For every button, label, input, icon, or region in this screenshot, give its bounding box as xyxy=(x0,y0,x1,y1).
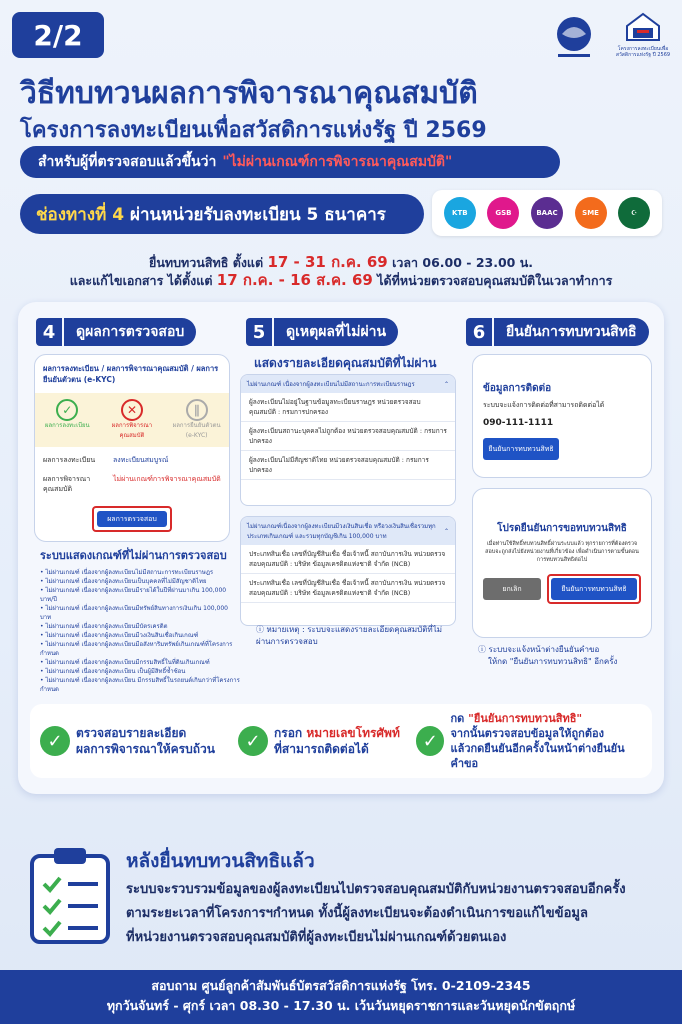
reason-group-2 xyxy=(240,516,456,626)
contact-title: ข้อมูลการติดต่อ xyxy=(483,383,552,394)
target-audience-label: สำหรับผู้ที่ตรวจสอบแล้วขึ้นว่า xyxy=(38,154,217,170)
reason-group-2-title: ไม่ผ่านเกณฑ์เนื่องจากผู้ลงทะเบียนมีวงเงินสินเชื่อ หรือวงเงินสินเชื่อรวมทุกประเภทเกินเกณฑ์ และรวมทุกบัญชีเกิน 100,000 บาท xyxy=(247,523,436,540)
check-icon: ✓ xyxy=(40,726,70,756)
status-eligibility-label: ผลการพิจารณาคุณสมบัติ xyxy=(111,422,153,439)
status-eligibility xyxy=(104,399,159,441)
criteria-list-items xyxy=(40,568,240,694)
cancel-button[interactable]: ยกเลิก xyxy=(483,578,541,600)
confirm-dialog-actions xyxy=(483,574,641,604)
info-icon: ⓘ xyxy=(256,625,264,634)
reason-group-2-header[interactable] xyxy=(241,517,455,545)
pause-icon: ∥ xyxy=(186,399,208,421)
page-subtitle: โครงการลงทะเบียนเพื่อสวัสดิการแห่งรัฐ ปี 2569 xyxy=(20,118,487,143)
step-4-header xyxy=(36,318,196,346)
check-icon: ✓ xyxy=(238,726,268,756)
step-5-note xyxy=(256,624,456,648)
step-4-screen-title: ผลการลงทะเบียน / ผลการพิจารณาคุณสมบัติ / ผลการยืนยันตัวตน (e-KYC) xyxy=(43,364,219,384)
clipboard-icon xyxy=(28,846,112,944)
reason-item: ประเภทสินเชื่อ เลขที่บัญชีสินเชื่อ ชื่อเจ้าหนี้ สถาบันการเงิน หน่วยตรวจสอบคุณสมบัติ : บริษัท ข้อมูลเครดิตแห่งชาติ จำกัด (NCB) xyxy=(241,545,455,574)
reason-group-1 xyxy=(240,374,456,506)
reason-group-1-header[interactable] xyxy=(241,375,455,393)
result-row-2-value: ไม่ผ่านเกณฑ์การพิจารณาคุณสมบัติ xyxy=(113,475,221,483)
step-6-note-line2: ให้กด "ยืนยันการทบทวนสิทธิ" อีกครั้ง xyxy=(488,657,618,666)
date-time-2: ได้ที่หน่วยตรวจสอบคุณสมบัติในเวลาทำการ xyxy=(377,273,613,288)
project-logo-caption: โครงการลงทะเบียนเพื่อสวัสดิการแห่งรัฐ ปี 2569 xyxy=(615,46,671,58)
status-registration xyxy=(40,399,95,441)
target-audience-banner xyxy=(20,146,560,178)
summary-item-3-pre: กด xyxy=(450,712,465,725)
criteria-item: • ไม่ผ่านเกณฑ์ เนื่องจากผู้ลงทะเบียนเป็นบุคคลที่ไม่มีสัญชาติไทย xyxy=(40,578,207,585)
step-4-screen xyxy=(34,354,230,542)
criteria-item: • ไม่ผ่านเกณฑ์ เนื่องจากผู้ลงทะเบียนมีทรัพย์สินทางการเงินเกิน 100,000 บาท xyxy=(40,605,228,621)
cross-icon: ✕ xyxy=(121,399,143,421)
summary-item-2-text xyxy=(274,725,400,757)
confirm-button-highlight xyxy=(547,574,641,604)
chevron-up-icon: ⌃ xyxy=(443,527,449,535)
step-6-note-line1: ระบบจะแจ้งหน้าต่างยืนยันคำขอ xyxy=(488,645,600,654)
check-icon: ✓ xyxy=(416,726,444,756)
criteria-list-title: ระบบแสดงเกณฑ์ที่ไม่ผ่านการตรวจสอบ xyxy=(40,549,227,562)
summary-item-2-line2: ที่สามารถติดต่อได้ xyxy=(274,742,369,756)
channel-text: ผ่านหน่วยรับลงทะเบียน 5 ธนาคาร xyxy=(129,204,386,225)
step-5-header xyxy=(246,318,398,346)
date-time-1: เวลา 06.00 - 23.00 น. xyxy=(392,255,533,270)
step-4-number: 4 xyxy=(36,318,62,346)
footer-hours: ทุกวันจันทร์ - ศุกร์ เวลา 08.30 - 17.30 น. เว้นวันหยุดราชการและวันหยุดนักขัตฤกษ์ xyxy=(106,998,576,1013)
step-6-contact-screen xyxy=(472,354,652,478)
reason-item: ผู้ลงทะเบียนสถานะบุคคลไม่ถูกต้อง หน่วยตรวจสอบคุณสมบัติ : กรมการปกครอง xyxy=(241,422,455,451)
summary-item-3-line2: จากนั้นตรวจสอบข้อมูลให้ถูกต้อง xyxy=(450,727,604,740)
date-line-2 xyxy=(20,268,662,292)
reason-item: ประเภทสินเชื่อ เลขที่บัญชีสินเชื่อ ชื่อเจ้าหนี้ สถาบันการเงิน หน่วยตรวจสอบคุณสมบัติ : บริษัท ข้อมูลเครดิตแห่งชาติ จำกัด (NCB) xyxy=(241,574,455,603)
criteria-list xyxy=(40,546,240,694)
after-body-line3: ที่หน่วยงานตรวจสอบคุณสมบัติที่ผู้ลงทะเบียนไม่ผ่านเกณฑ์ด้วยตนเอง xyxy=(126,930,507,945)
check-result-button[interactable]: ผลการตรวจสอบ xyxy=(97,511,167,527)
result-row-2 xyxy=(35,470,229,498)
summary-item-1-text xyxy=(76,725,215,757)
criteria-item: • ไม่ผ่านเกณฑ์ เนื่องจากผู้ลงทะเบียนมีกรรมสิทธิ์ในที่ดินเกินเกณฑ์ xyxy=(40,659,210,666)
step-6-note xyxy=(478,644,658,668)
summary-item-1-line2: ผลการพิจารณาให้ครบถ้วน xyxy=(76,742,215,756)
date-label-2: และแก้ไขเอกสาร ได้ตั้งแต่ xyxy=(69,273,213,288)
criteria-item: • ไม่ผ่านเกณฑ์ เนื่องจากผู้ลงทะเบียนมีบัตรเครดิต xyxy=(40,623,168,630)
after-submission-body xyxy=(126,878,666,950)
step-5-number: 5 xyxy=(246,318,272,346)
result-row-1-value: ลงทะเบียนสมบูรณ์ xyxy=(113,456,169,464)
project-logo xyxy=(612,10,674,66)
summary-bar xyxy=(30,704,652,778)
summary-item-1 xyxy=(40,725,230,757)
status-registration-label: ผลการลงทะเบียน xyxy=(44,422,90,429)
reason-item: ผู้ลงทะเบียนไม่อยู่ในฐานข้อมูลทะเบียนราษฎร หน่วยตรวจสอบคุณสมบัติ : กรมการปกครอง xyxy=(241,393,455,422)
check-icon: ✓ xyxy=(56,399,78,421)
result-row-1 xyxy=(35,451,229,470)
confirm-dialog xyxy=(472,488,652,638)
criteria-item: • ไม่ผ่านเกณฑ์ เนื่องจากผู้ลงทะเบียนไม่มีสถานะการทะเบียนราษฎร xyxy=(40,569,214,576)
footer xyxy=(0,970,682,1024)
step-4-status-row xyxy=(35,393,229,447)
reason-group-2-items xyxy=(241,545,455,603)
criteria-item: • ไม่ผ่านเกณฑ์ เนื่องจากผู้ลงทะเบียนมีอสังหาริมทรัพย์เกินเกณฑ์ที่โครงการกำหนด xyxy=(40,641,233,657)
summary-item-3-highlight: "ยืนยันการทบทวนสิทธิ" xyxy=(468,712,583,725)
footer-contact: สอบถาม ศูนย์ลูกค้าสัมพันธ์บัตรสวัสดิการแห่งรัฐ โทร. 0-2109-2345 xyxy=(151,978,531,993)
page-indicator: 2/2 xyxy=(12,12,104,58)
check-result-button-highlight xyxy=(92,506,172,532)
bank-logo-baac: BAAC xyxy=(531,197,563,229)
summary-item-3-line3: แล้วกดยืนยันอีกครั้งในหน้าต่างยืนยันคำขอ xyxy=(450,742,625,770)
after-body-line2: ตามระยะเวลาที่โครงการฯกำหนด ทั้งนี้ผู้ลงทะเบียนจะต้องดำเนินการขอแก้ไขข้อมูล xyxy=(126,906,588,921)
date-label-1: ยื่นทบทวนสิทธิ ตั้งแต่ xyxy=(149,255,264,270)
bank-logo-sme: SME xyxy=(575,197,607,229)
contact-hint: ระบบจะแจ้งการติดต่อที่สามารถติดต่อได้ xyxy=(483,401,605,409)
phone-number[interactable]: 090-111-1111 xyxy=(483,418,554,428)
criteria-item: • ไม่ผ่านเกณฑ์ เนื่องจากผู้ลงทะเบียน มีกรรมสิทธิ์ในรถยนต์เกินกว่าที่โครงการกำหนด xyxy=(40,677,240,693)
after-submission-title: หลังยื่นทบทวนสิทธิแล้ว xyxy=(126,850,315,872)
step-5-screen-title: แสดงรายละเอียดคุณสมบัติที่ไม่ผ่าน xyxy=(254,356,437,370)
bank-logos xyxy=(432,190,662,236)
step-4-title: ดูผลการตรวจสอบ xyxy=(64,318,196,346)
steps-card xyxy=(18,302,664,794)
summary-item-2-pre: กรอก xyxy=(274,726,303,740)
date-value-1: 17 - 31 ก.ค. 69 xyxy=(267,253,388,271)
step-5-title: ดูเหตุผลที่ไม่ผ่าน xyxy=(274,318,398,346)
criteria-item: • ไม่ผ่านเกณฑ์ เนื่องจากผู้ลงทะเบียน เป็นผู้มีสิทธิ์ซ้ำซ้อน xyxy=(40,668,186,675)
bank-logo-krungthai: KTB xyxy=(444,197,476,229)
summary-item-1-line1: ตรวจสอบรายละเอียด xyxy=(76,726,187,740)
reason-group-1-items xyxy=(241,393,455,480)
summary-item-2-highlight: หมายเลขโทรศัพท์ xyxy=(306,726,400,740)
criteria-item: • ไม่ผ่านเกณฑ์ เนื่องจากผู้ลงทะเบียนมีวงเงินสินเชื่อเกินเกณฑ์ xyxy=(40,632,199,639)
channel-banner xyxy=(20,194,424,234)
bank-logo-islamic: ☪ xyxy=(618,197,650,229)
summary-item-3-text xyxy=(450,711,642,771)
step-6-title: ยืนยันการทบทวนสิทธิ xyxy=(494,318,649,346)
chevron-up-icon: ⌃ xyxy=(443,380,449,388)
target-audience-status: "ไม่ผ่านเกณฑ์การพิจารณาคุณสมบัติ" xyxy=(222,154,453,170)
result-row-2-label: ผลการพิจารณาคุณสมบัติ xyxy=(43,475,91,493)
reason-item: ผู้ลงทะเบียนไม่มีสัญชาติไทย หน่วยตรวจสอบคุณสมบัติ : กรมการปกครอง xyxy=(241,451,455,480)
summary-item-2 xyxy=(238,725,408,757)
info-icon: ⓘ xyxy=(478,645,486,654)
reason-group-1-title: ไม่ผ่านเกณฑ์ เนื่องจากผู้ลงทะเบียนไม่มีสถานะการทะเบียนราษฎร xyxy=(247,381,415,388)
ministry-logo xyxy=(548,12,600,64)
channel-number: ช่องทางที่ 4 xyxy=(36,204,125,225)
confirm-dialog-title: โปรดยืนยันการขอทบทวนสิทธิ xyxy=(497,523,627,534)
confirm-dialog-body: เมื่อท่านใช้สิทธิ์ทบทวนสิทธิ์ผ่านระบบแล้ว ทุกรายการที่ต้องตรวจสอบจะถูกส่งไปยังหน่วยงานที่เกี่ยวข้อง เพื่อดำเนินการตามขั้นตอนการทบทวนสิทธิต่อไป xyxy=(485,541,639,563)
page-title: วิธีทบทวนผลการพิจารณาคุณสมบัติ xyxy=(20,76,478,111)
step-6-header xyxy=(466,318,649,346)
result-row-1-label: ผลการลงทะเบียน xyxy=(43,456,96,464)
confirm-review-button[interactable]: ยืนยันการทบทวนสิทธิ xyxy=(483,438,559,460)
criteria-item: • ไม่ผ่านเกณฑ์ เนื่องจากผู้ลงทะเบียนมีรายได้ในปีที่ผ่านมาเกิน 100,000 บาท/ปี xyxy=(40,587,227,603)
step-5-note-text: หมายเหตุ : ระบบจะแสดงรายละเอียดคุณสมบัติที่ไม่ผ่านการตรวจสอบ xyxy=(256,625,443,646)
status-ekyc xyxy=(169,399,224,441)
status-ekyc-label: ผลการยืนยันตัวตน (e-KYC) xyxy=(172,422,221,439)
confirm-button[interactable]: ยืนยันการทบทวนสิทธิ xyxy=(551,578,637,600)
date-value-2: 17 ก.ค. - 16 ส.ค. 69 xyxy=(216,271,373,289)
step-6-number: 6 xyxy=(466,318,492,346)
summary-item-3 xyxy=(416,711,642,771)
after-body-line1: ระบบจะรวบรวมข้อมูลของผู้ลงทะเบียนไปตรวจสอบคุณสมบัติกับหน่วยงานตรวจสอบอีกครั้ง xyxy=(126,882,626,897)
bank-logo-gsb: GSB xyxy=(487,197,519,229)
